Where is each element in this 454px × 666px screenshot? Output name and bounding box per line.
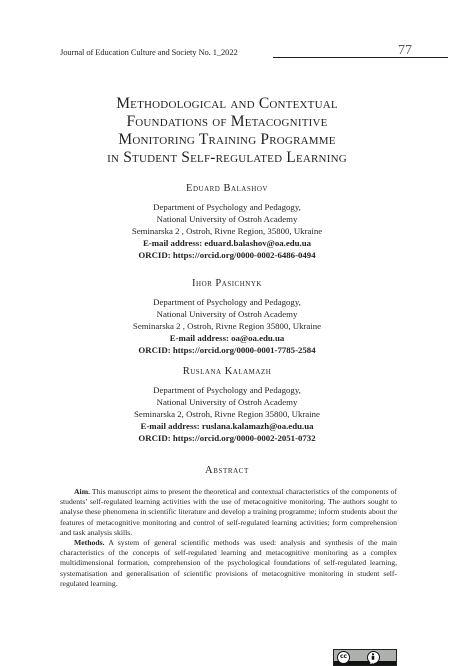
running-header [60,45,412,61]
abstract-aim-paragraph [60,487,397,538]
author-block-3 [60,366,394,444]
author-name: Ruslana Kalamazh [182,366,272,377]
cc-icon: cc [337,651,350,664]
title-line: in Student Self-regulated Learning [107,149,347,166]
paper-title [60,95,394,167]
abstract-methods-paragraph [60,538,397,589]
methods-label: Methods. [74,538,105,548]
author-university: National University of Ostroh Academy [156,309,298,319]
author-address: Seminarska 2 , Ostroh, Rivne Region, 35800, Ukraine [131,226,323,236]
title-line: Monitoring Training Programme [118,131,336,148]
author-email: E-mail address: ruslana.kalamazh@oa.edu.ua [140,421,314,431]
author-name: Ihor Pasichnyk [192,278,262,289]
abstract-body [60,487,397,589]
author-department: Department of Psychology and Pedagogy, [153,385,301,395]
author-orcid: ORCID: https://orcid.org/0000-0002-6486-0494 [138,250,316,260]
aim-text: This manuscript aims to present the theoretical and contextual characteristics of the components of students’ self-regulated learning activities with the use of metacognitive monitoring. The authors sought to analyse these phenomena in scientific literature and develop a training programme; inform students about the features of metacognitive monitoring and control of self-regulated learning activities; form comprehension and task analysis skills. [60,487,397,537]
abstract-heading: Abstract [205,465,249,476]
author-university: National University of Ostroh Academy [156,214,298,224]
aim-label: Aim. [74,487,91,496]
cc-by-license-badge[interactable] [333,649,397,666]
author-department: Department of Psychology and Pedagogy, [153,202,301,212]
title-line: Foundations of Metacognitive [126,113,328,130]
author-email: E-mail address: eduard.balashov@oa.edu.ua [142,238,312,248]
journal-name: Journal of Education Culture and Society No. 1_2022 [60,47,238,57]
by-label: BY [370,661,376,665]
author-university: National University of Ostroh Academy [156,397,298,407]
author-email: E-mail address: oa@oa.edu.ua [169,333,285,343]
methods-text: A system of general scientific methods was used: analysis and synthesis of the main characteristics of the concepts of self-regulated learning and metacognitive monitoring as a complex multidimensional formation, comprehension of the psychological foundations of self-regulated learning, systematisation and generalisation of scientific provisions of metacognitive monitoring in student self-regulated learning. [60,538,397,588]
author-orcid: ORCID: https://orcid.org/0000-0001-7785-2584 [138,345,316,355]
author-name: Eduard Balashov [186,183,268,194]
author-block-2 [60,278,394,356]
header-rule [273,57,448,58]
author-block-1 [60,183,394,261]
author-address: Seminarska 2, Ostroh, Rivne Region 35800, Ukraine [134,409,320,419]
author-address: Seminarska 2 , Ostroh, Rivne Region 35800, Ukraine [132,321,322,331]
author-orcid: ORCID: https://orcid.org/0000-0002-2051-0732 [138,433,316,443]
page-number: 77 [398,43,412,58]
author-department: Department of Psychology and Pedagogy, [153,297,301,307]
title-line: Methodological and Contextual [116,95,338,112]
